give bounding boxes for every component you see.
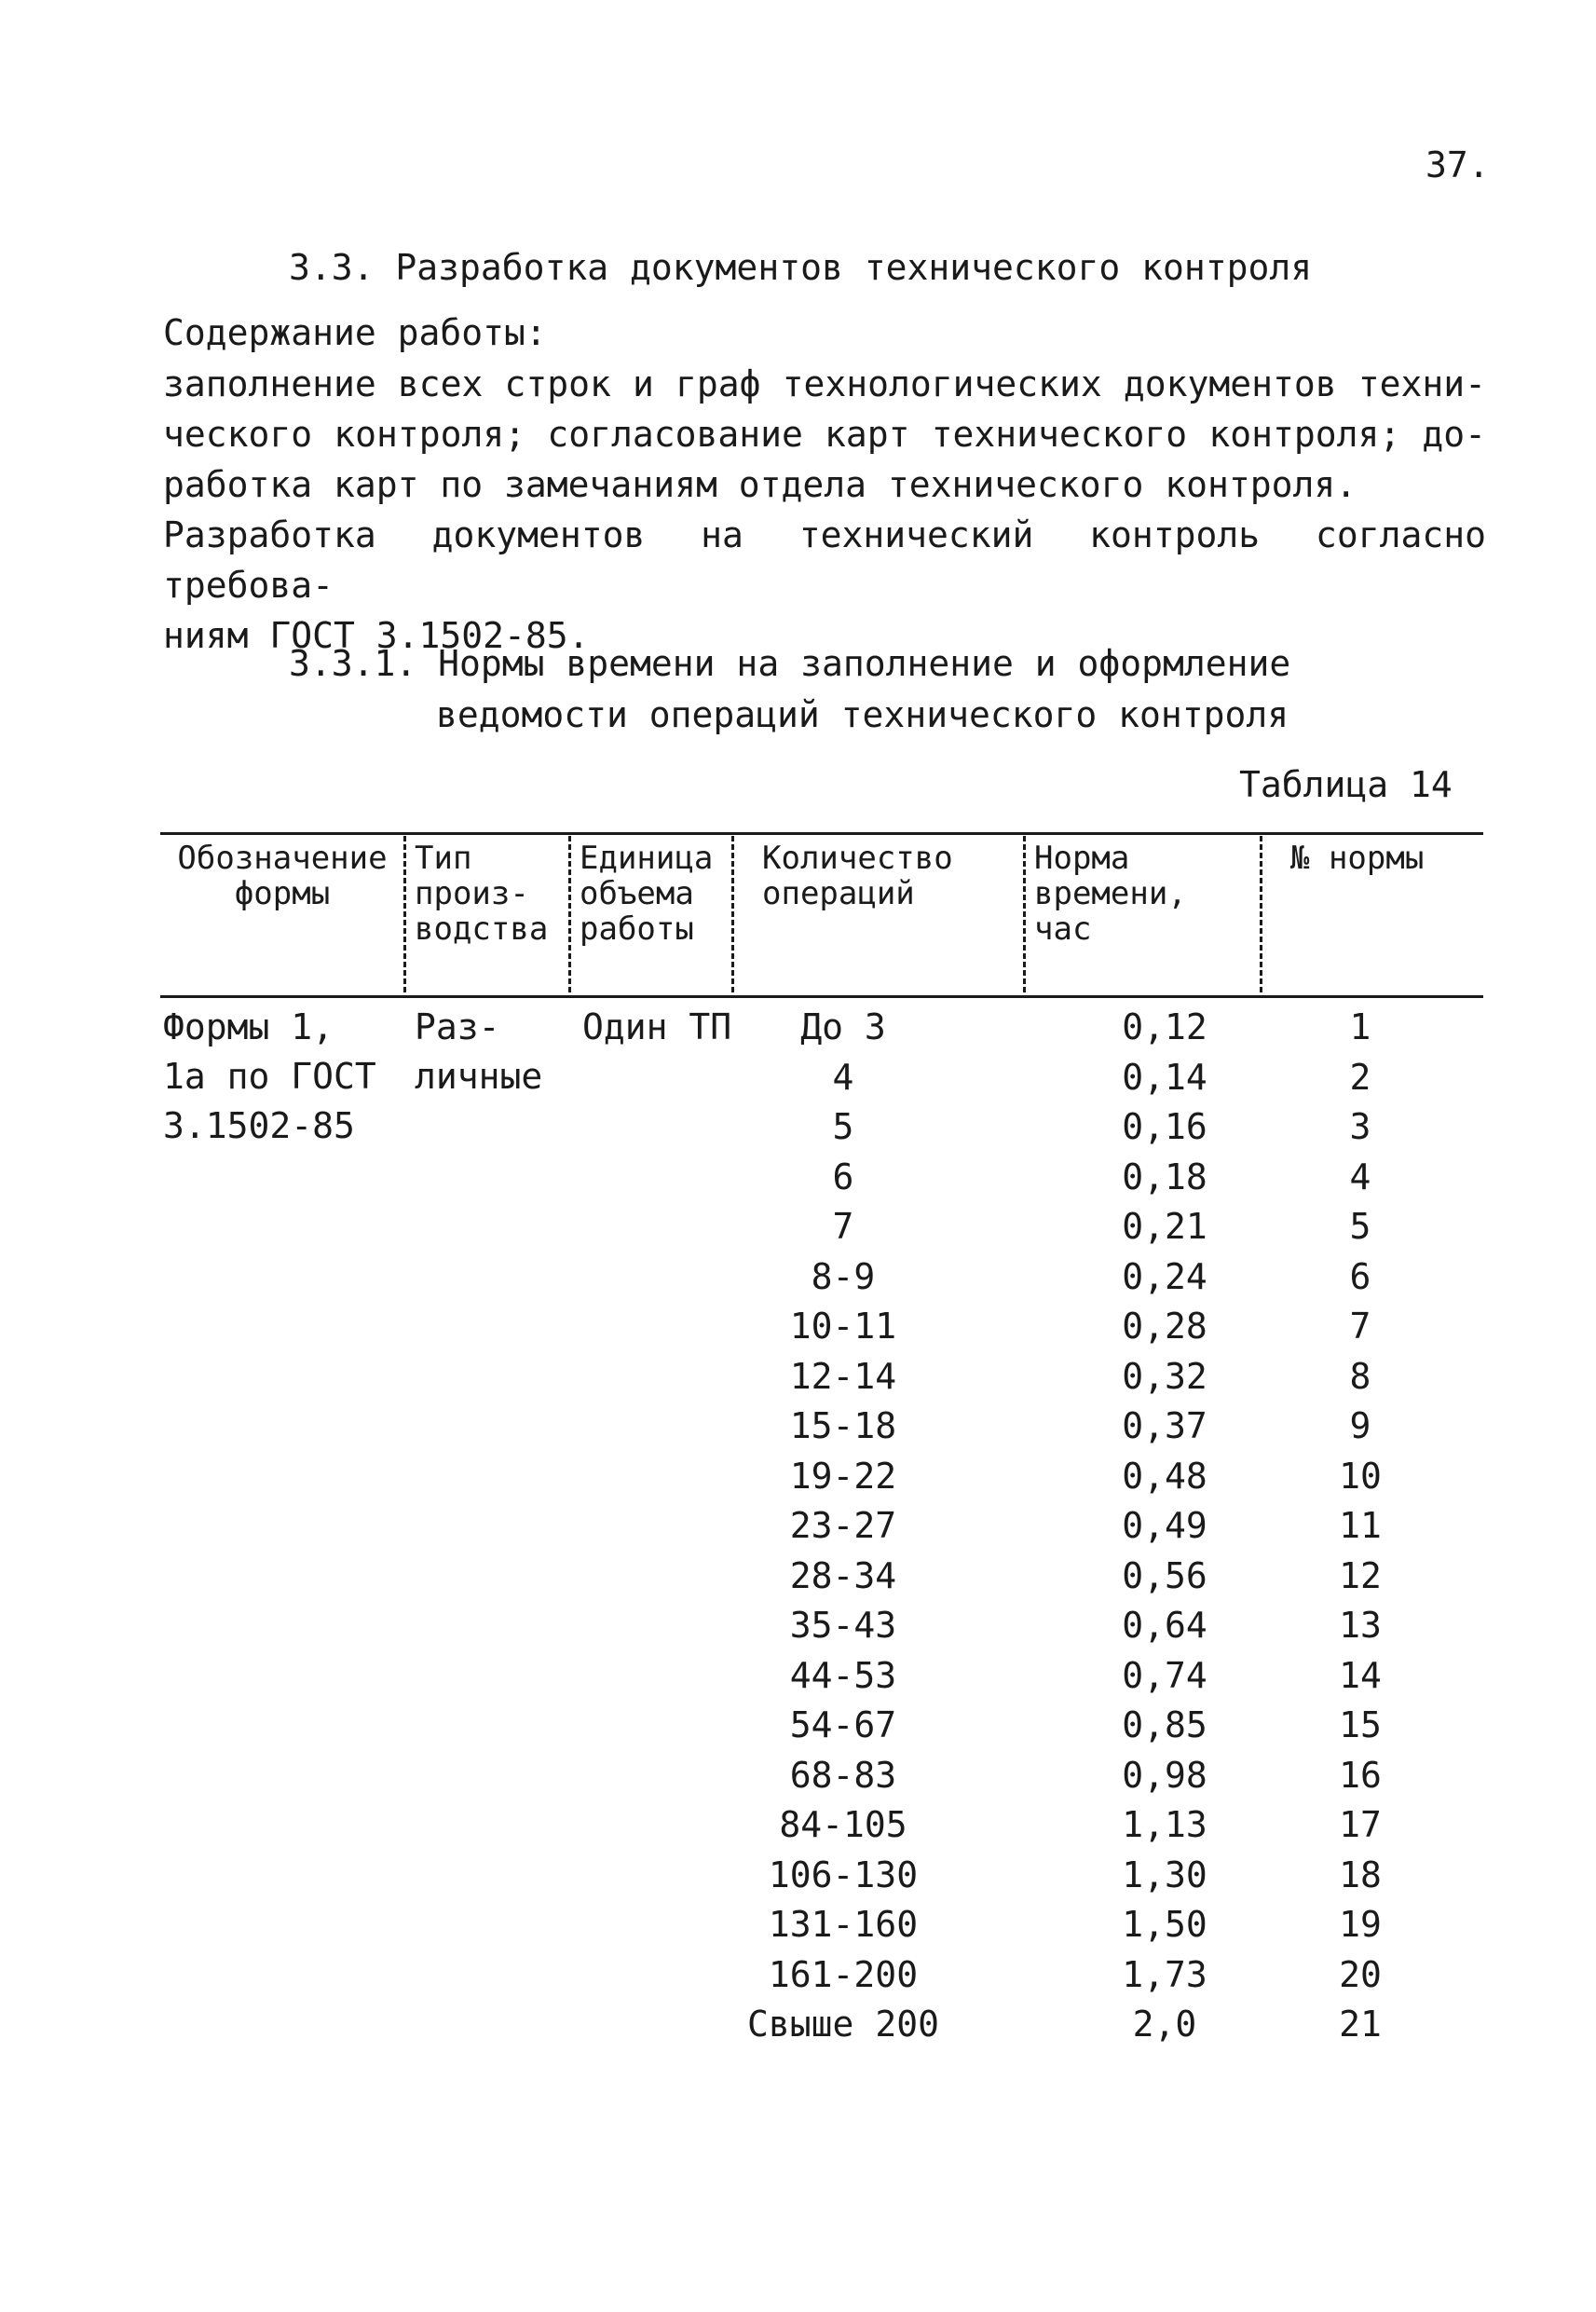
norm-cell: 0,14	[1122, 1057, 1207, 1098]
qty-cell: 10-11	[789, 1306, 897, 1347]
qty-cell: 7	[832, 1206, 854, 1247]
header-type-line: произ-	[415, 875, 529, 912]
column-separator	[1260, 836, 1262, 992]
header-norm-line: час	[1034, 910, 1092, 948]
qty-cell: 6	[832, 1156, 854, 1197]
header-type-line: водства	[415, 910, 549, 948]
qty-cell: 5	[832, 1106, 854, 1147]
header-type-line: Тип	[415, 840, 472, 877]
qty-cell: 19-22	[789, 1456, 897, 1497]
qty-cell: 15-18	[789, 1405, 897, 1446]
number-cell: 4	[1349, 1156, 1371, 1197]
norm-cell: 0,64	[1122, 1605, 1207, 1646]
number-cell: 5	[1349, 1206, 1371, 1247]
qty-cell: 131-160	[768, 1904, 919, 1945]
qty-cell: 68-83	[789, 1755, 897, 1796]
subsection-title-line2: ведомости операций технического контроля	[436, 694, 1289, 735]
header-qty	[762, 841, 953, 911]
header-norm-line: Норма	[1034, 840, 1130, 877]
paragraph-line: заполнение всех строк и граф технологических документов техни-	[163, 363, 1486, 404]
table-caption: Таблица 14	[1239, 764, 1453, 805]
qty-cell: 23-27	[789, 1505, 897, 1546]
norm-cell: 0,24	[1122, 1256, 1207, 1297]
column-separator	[568, 836, 571, 992]
norm-cell: 0,32	[1122, 1356, 1207, 1397]
number-cell: 19	[1339, 1904, 1382, 1945]
norm-cell: 0,85	[1122, 1704, 1207, 1745]
number-cell: 11	[1339, 1505, 1382, 1546]
header-number-line: № нормы	[1290, 840, 1425, 877]
number-cell: 3	[1349, 1106, 1371, 1147]
header-unit-line: работы	[580, 910, 694, 948]
table-top-rule	[160, 832, 1483, 835]
qty-cell: 35-43	[789, 1605, 897, 1646]
number-cell: 18	[1339, 1854, 1382, 1895]
header-unit-line: объема	[580, 875, 694, 912]
number-cell: 7	[1349, 1306, 1371, 1347]
type-cell-line: личные	[415, 1056, 543, 1097]
norm-cell: 1,50	[1122, 1904, 1207, 1945]
type-cell-line: Раз-	[415, 1006, 500, 1047]
header-unit	[580, 841, 713, 947]
number-cell: 15	[1339, 1704, 1382, 1745]
form-cell-line: 1а по ГОСТ	[163, 1056, 376, 1097]
norm-cell: 0,98	[1122, 1755, 1207, 1796]
content-label: Содержание работы:	[163, 312, 547, 353]
norm-cell: 0,49	[1122, 1505, 1207, 1546]
number-cell: 12	[1339, 1555, 1382, 1596]
header-norm	[1034, 841, 1187, 947]
number-cell: 14	[1339, 1655, 1382, 1696]
page-number: 37.	[1425, 144, 1490, 185]
qty-cell: 106-130	[768, 1854, 919, 1895]
header-qty-line: операций	[762, 875, 915, 912]
norm-cell: 2,0	[1132, 2004, 1197, 2045]
norm-cell: 0,37	[1122, 1405, 1207, 1446]
qty-cell: 54-67	[789, 1704, 897, 1745]
paragraph-line: ческого контроля; согласование карт технического контроля; до-	[163, 414, 1486, 455]
norm-cell: 0,18	[1122, 1156, 1207, 1197]
header-number	[1290, 841, 1424, 876]
unit-cell: Один ТП	[582, 1006, 732, 1047]
norm-cell: 0,28	[1122, 1306, 1207, 1347]
header-qty-line: Количество	[762, 840, 953, 877]
form-cell-line: Формы 1,	[163, 1006, 334, 1047]
number-cell: 20	[1339, 1954, 1382, 1995]
form-cell-line: 3.1502-85	[163, 1105, 355, 1146]
qty-cell: 44-53	[789, 1655, 897, 1696]
header-unit-line: Единица	[580, 840, 714, 877]
number-cell: 9	[1349, 1405, 1371, 1446]
column-separator	[1023, 836, 1026, 992]
norm-cell: 1,13	[1122, 1804, 1207, 1845]
norm-cell: 0,12	[1122, 1006, 1207, 1047]
qty-cell: 28-34	[789, 1555, 897, 1596]
norm-cell: 0,48	[1122, 1456, 1207, 1497]
norm-cell: 0,21	[1122, 1206, 1207, 1247]
content-paragraph	[163, 359, 1486, 661]
number-cell: 21	[1339, 2004, 1382, 2045]
number-cell: 6	[1349, 1256, 1371, 1297]
header-norm-line: времени,	[1034, 875, 1187, 912]
subsection-title-line1: 3.3.1. Нормы времени на заполнение и оформление	[289, 643, 1291, 684]
qty-cell: 4	[832, 1057, 854, 1098]
column-separator	[731, 836, 734, 992]
norm-cell: 0,56	[1122, 1555, 1207, 1596]
number-cell: 17	[1339, 1804, 1382, 1845]
qty-cell: 161-200	[768, 1954, 919, 1995]
table-header-rule	[160, 995, 1483, 998]
header-form	[163, 841, 402, 911]
header-form-line: формы	[234, 875, 331, 912]
qty-cell: 12-14	[789, 1356, 897, 1397]
qty-cell: 84-105	[779, 1804, 907, 1845]
number-cell: 8	[1349, 1356, 1371, 1397]
paragraph-line: ниям ГОСТ 3.1502-85.	[163, 615, 590, 656]
header-form-line: Обозначение	[177, 840, 388, 877]
qty-cell: До 3	[800, 1006, 886, 1047]
column-separator	[403, 836, 406, 992]
qty-cell: 8-9	[811, 1256, 876, 1297]
number-cell: 13	[1339, 1605, 1382, 1646]
paragraph-line: работка карт по замечаниям отдела технического контроля.	[163, 464, 1357, 505]
norm-cell: 0,74	[1122, 1655, 1207, 1696]
section-title: 3.3. Разработка документов технического контроля	[289, 247, 1313, 288]
norm-cell: 1,30	[1122, 1854, 1207, 1895]
header-type	[415, 841, 548, 947]
qty-cell: Свыше 200	[747, 2004, 939, 2045]
norm-cell: 0,16	[1122, 1106, 1207, 1147]
paragraph-line: Разработка документов на технический контроль согласно требова-	[163, 514, 1486, 606]
number-cell: 1	[1349, 1006, 1371, 1047]
norm-cell: 1,73	[1122, 1954, 1207, 1995]
number-cell: 16	[1339, 1755, 1382, 1796]
number-cell: 10	[1339, 1456, 1382, 1497]
number-cell: 2	[1349, 1057, 1371, 1098]
